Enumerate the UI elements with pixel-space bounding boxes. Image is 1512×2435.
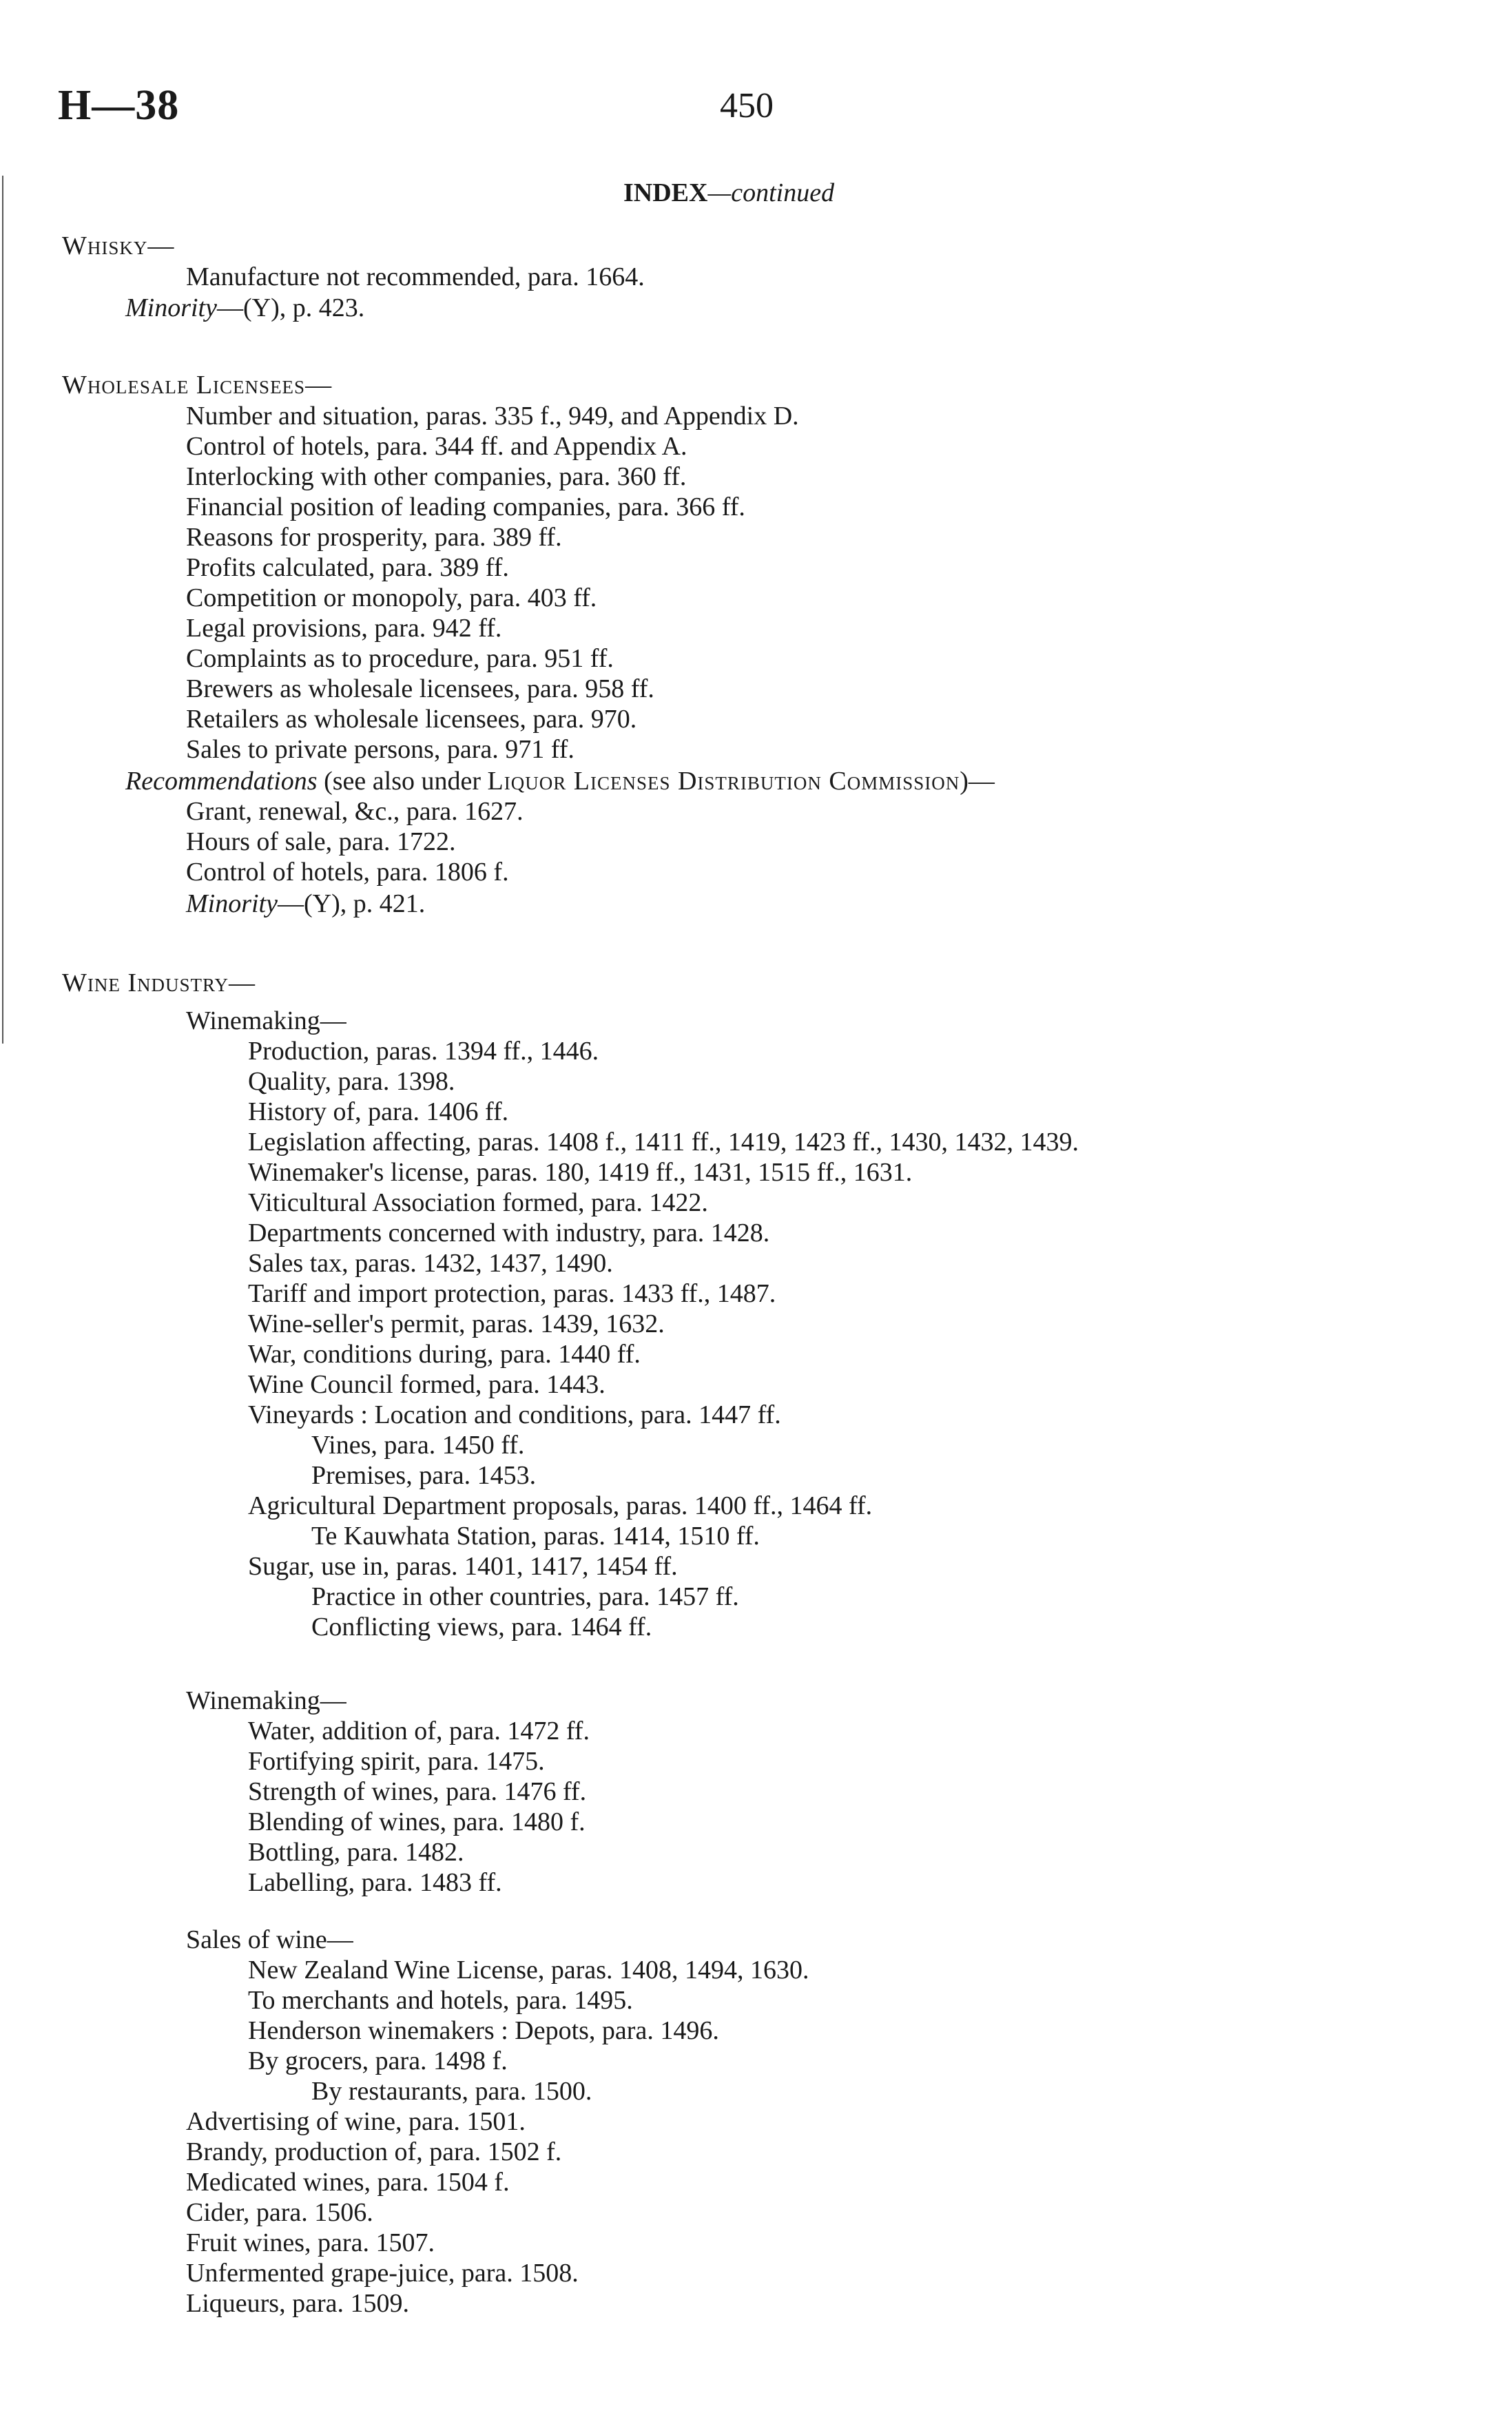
- index-entry: Henderson winemakers : Depots, para. 1496.: [248, 2016, 719, 2045]
- index-entry: Interlocking with other companies, para. 360 ff.: [186, 462, 687, 491]
- index-entry: Viticultural Association formed, para. 1422.: [248, 1188, 708, 1217]
- index-entry: Grant, renewal, &c., para. 1627.: [186, 797, 524, 826]
- index-entry: To merchants and hotels, para. 1495.: [248, 1986, 633, 2015]
- index-entry: Tariff and import protection, paras. 1433 ff., 1487.: [248, 1279, 776, 1308]
- index-entry: Liqueurs, para. 1509.: [186, 2289, 409, 2318]
- index-subentry: Premises, para. 1453.: [311, 1461, 537, 1490]
- index-entry: Number and situation, paras. 335 f., 949, and Appendix D.: [186, 402, 799, 431]
- recommendations-tail: )—: [960, 767, 995, 796]
- index-entry: Wine Council formed, para. 1443.: [248, 1370, 605, 1399]
- margin-rule: [2, 176, 3, 1044]
- index-entry: Manufacture not recommended, para. 1664.: [186, 262, 645, 291]
- recommendations-label: Recommendations: [125, 767, 318, 796]
- index-entry: Reasons for prosperity, para. 389 ff.: [186, 523, 562, 552]
- section-heading-whisky: Whisky—: [62, 231, 175, 260]
- index-entry: Control of hotels, para. 344 ff. and Appendix A.: [186, 432, 687, 461]
- index-subentry: By restaurants, para. 1500.: [311, 2077, 592, 2106]
- minority-label: Minority: [186, 889, 278, 918]
- index-entry: Production, paras. 1394 ff., 1446.: [248, 1037, 599, 1066]
- index-title: [623, 178, 834, 208]
- index-entry: Medicated wines, para. 1504 f.: [186, 2168, 510, 2197]
- index-entry: Blending of wines, para. 1480 f.: [248, 1807, 586, 1836]
- index-entry: Hours of sale, para. 1722.: [186, 827, 456, 856]
- subsection-heading-sales-of-wine: Sales of wine—: [186, 1925, 353, 1954]
- recommendations-text: (see also under: [317, 767, 488, 796]
- index-entry: By grocers, para. 1498 f.: [248, 2047, 508, 2075]
- minority-text: —(Y), p. 423.: [216, 293, 365, 322]
- index-subentry: Vines, para. 1450 ff.: [311, 1431, 525, 1460]
- index-entry: Retailers as wholesale licensees, para. 970.: [186, 705, 637, 734]
- subsection-heading-winemaking: Winemaking—: [186, 1006, 346, 1035]
- index-entry: War, conditions during, para. 1440 ff.: [248, 1340, 641, 1369]
- index-entry: Control of hotels, para. 1806 f.: [186, 858, 509, 887]
- minority-label: Minority: [125, 293, 217, 322]
- index-subentry: Conflicting views, para. 1464 ff.: [311, 1613, 652, 1641]
- index-subentry: Te Kauwhata Station, paras. 1414, 1510 ff.: [311, 1522, 760, 1551]
- index-entry: New Zealand Wine License, paras. 1408, 1494, 1630.: [248, 1956, 809, 1985]
- index-entry: Cider, para. 1506.: [186, 2198, 373, 2227]
- page-number: 450: [720, 86, 774, 125]
- index-entry: Labelling, para. 1483 ff.: [248, 1868, 502, 1897]
- index-entry: Wine-seller's permit, paras. 1439, 1632.: [248, 1309, 665, 1338]
- index-entry: Winemaker's license, paras. 180, 1419 ff., 1431, 1515 ff., 1631.: [248, 1158, 913, 1187]
- index-entry: Brandy, production of, para. 1502 f.: [186, 2137, 562, 2166]
- subsection-heading-winemaking: Winemaking—: [186, 1686, 346, 1715]
- document-reference: H—38: [58, 82, 180, 129]
- index-entry: Agricultural Department proposals, paras. 1400 ff., 1464 ff.: [248, 1491, 873, 1520]
- index-entry: Competition or monopoly, para. 403 ff.: [186, 583, 597, 612]
- index-entry: Financial position of leading companies, para. 366 ff.: [186, 493, 745, 521]
- index-entry: Brewers as wholesale licensees, para. 958 ff.: [186, 674, 654, 703]
- index-entry: Legal provisions, para. 942 ff.: [186, 614, 502, 643]
- index-subentry: Practice in other countries, para. 1457 ff.: [311, 1582, 739, 1611]
- index-entry: History of, para. 1406 ff.: [248, 1097, 509, 1126]
- index-entry: Strength of wines, para. 1476 ff.: [248, 1777, 587, 1806]
- minority-entry: [186, 889, 425, 919]
- index-continued: —continued: [707, 178, 835, 207]
- recommendations-ref: Liquor Licenses Distribution Commission: [487, 767, 960, 796]
- minority-entry: [125, 293, 364, 323]
- index-entry: Sales tax, paras. 1432, 1437, 1490.: [248, 1249, 613, 1278]
- index-entry: Vineyards : Location and conditions, para. 1447 ff.: [248, 1400, 781, 1429]
- index-title-text: INDEX: [623, 178, 708, 207]
- index-entry: Fortifying spirit, para. 1475.: [248, 1747, 545, 1776]
- index-entry: Complaints as to procedure, para. 951 ff.: [186, 644, 614, 673]
- section-heading-wine-industry: Wine Industry—: [62, 968, 256, 997]
- index-entry: Unfermented grape-juice, para. 1508.: [186, 2259, 579, 2288]
- index-entry: Legislation affecting, paras. 1408 f., 1411 ff., 1419, 1423 ff., 1430, 1432, 1439.: [248, 1128, 1079, 1157]
- index-entry: Water, addition of, para. 1472 ff.: [248, 1717, 590, 1745]
- index-entry: Departments concerned with industry, para. 1428.: [248, 1219, 770, 1247]
- recommendations-entry: [125, 766, 995, 796]
- index-entry: Advertising of wine, para. 1501.: [186, 2107, 526, 2136]
- index-entry: Profits calculated, para. 389 ff.: [186, 553, 509, 582]
- index-entry: Sales to private persons, para. 971 ff.: [186, 735, 574, 764]
- index-entry: Quality, para. 1398.: [248, 1067, 455, 1096]
- minority-text: —(Y), p. 421.: [277, 889, 426, 918]
- index-entry: Fruit wines, para. 1507.: [186, 2228, 435, 2257]
- index-entry: Bottling, para. 1482.: [248, 1838, 464, 1867]
- index-entry: Sugar, use in, paras. 1401, 1417, 1454 ff.: [248, 1552, 678, 1581]
- section-heading-wholesale-licensees: Wholesale Licensees—: [62, 371, 333, 400]
